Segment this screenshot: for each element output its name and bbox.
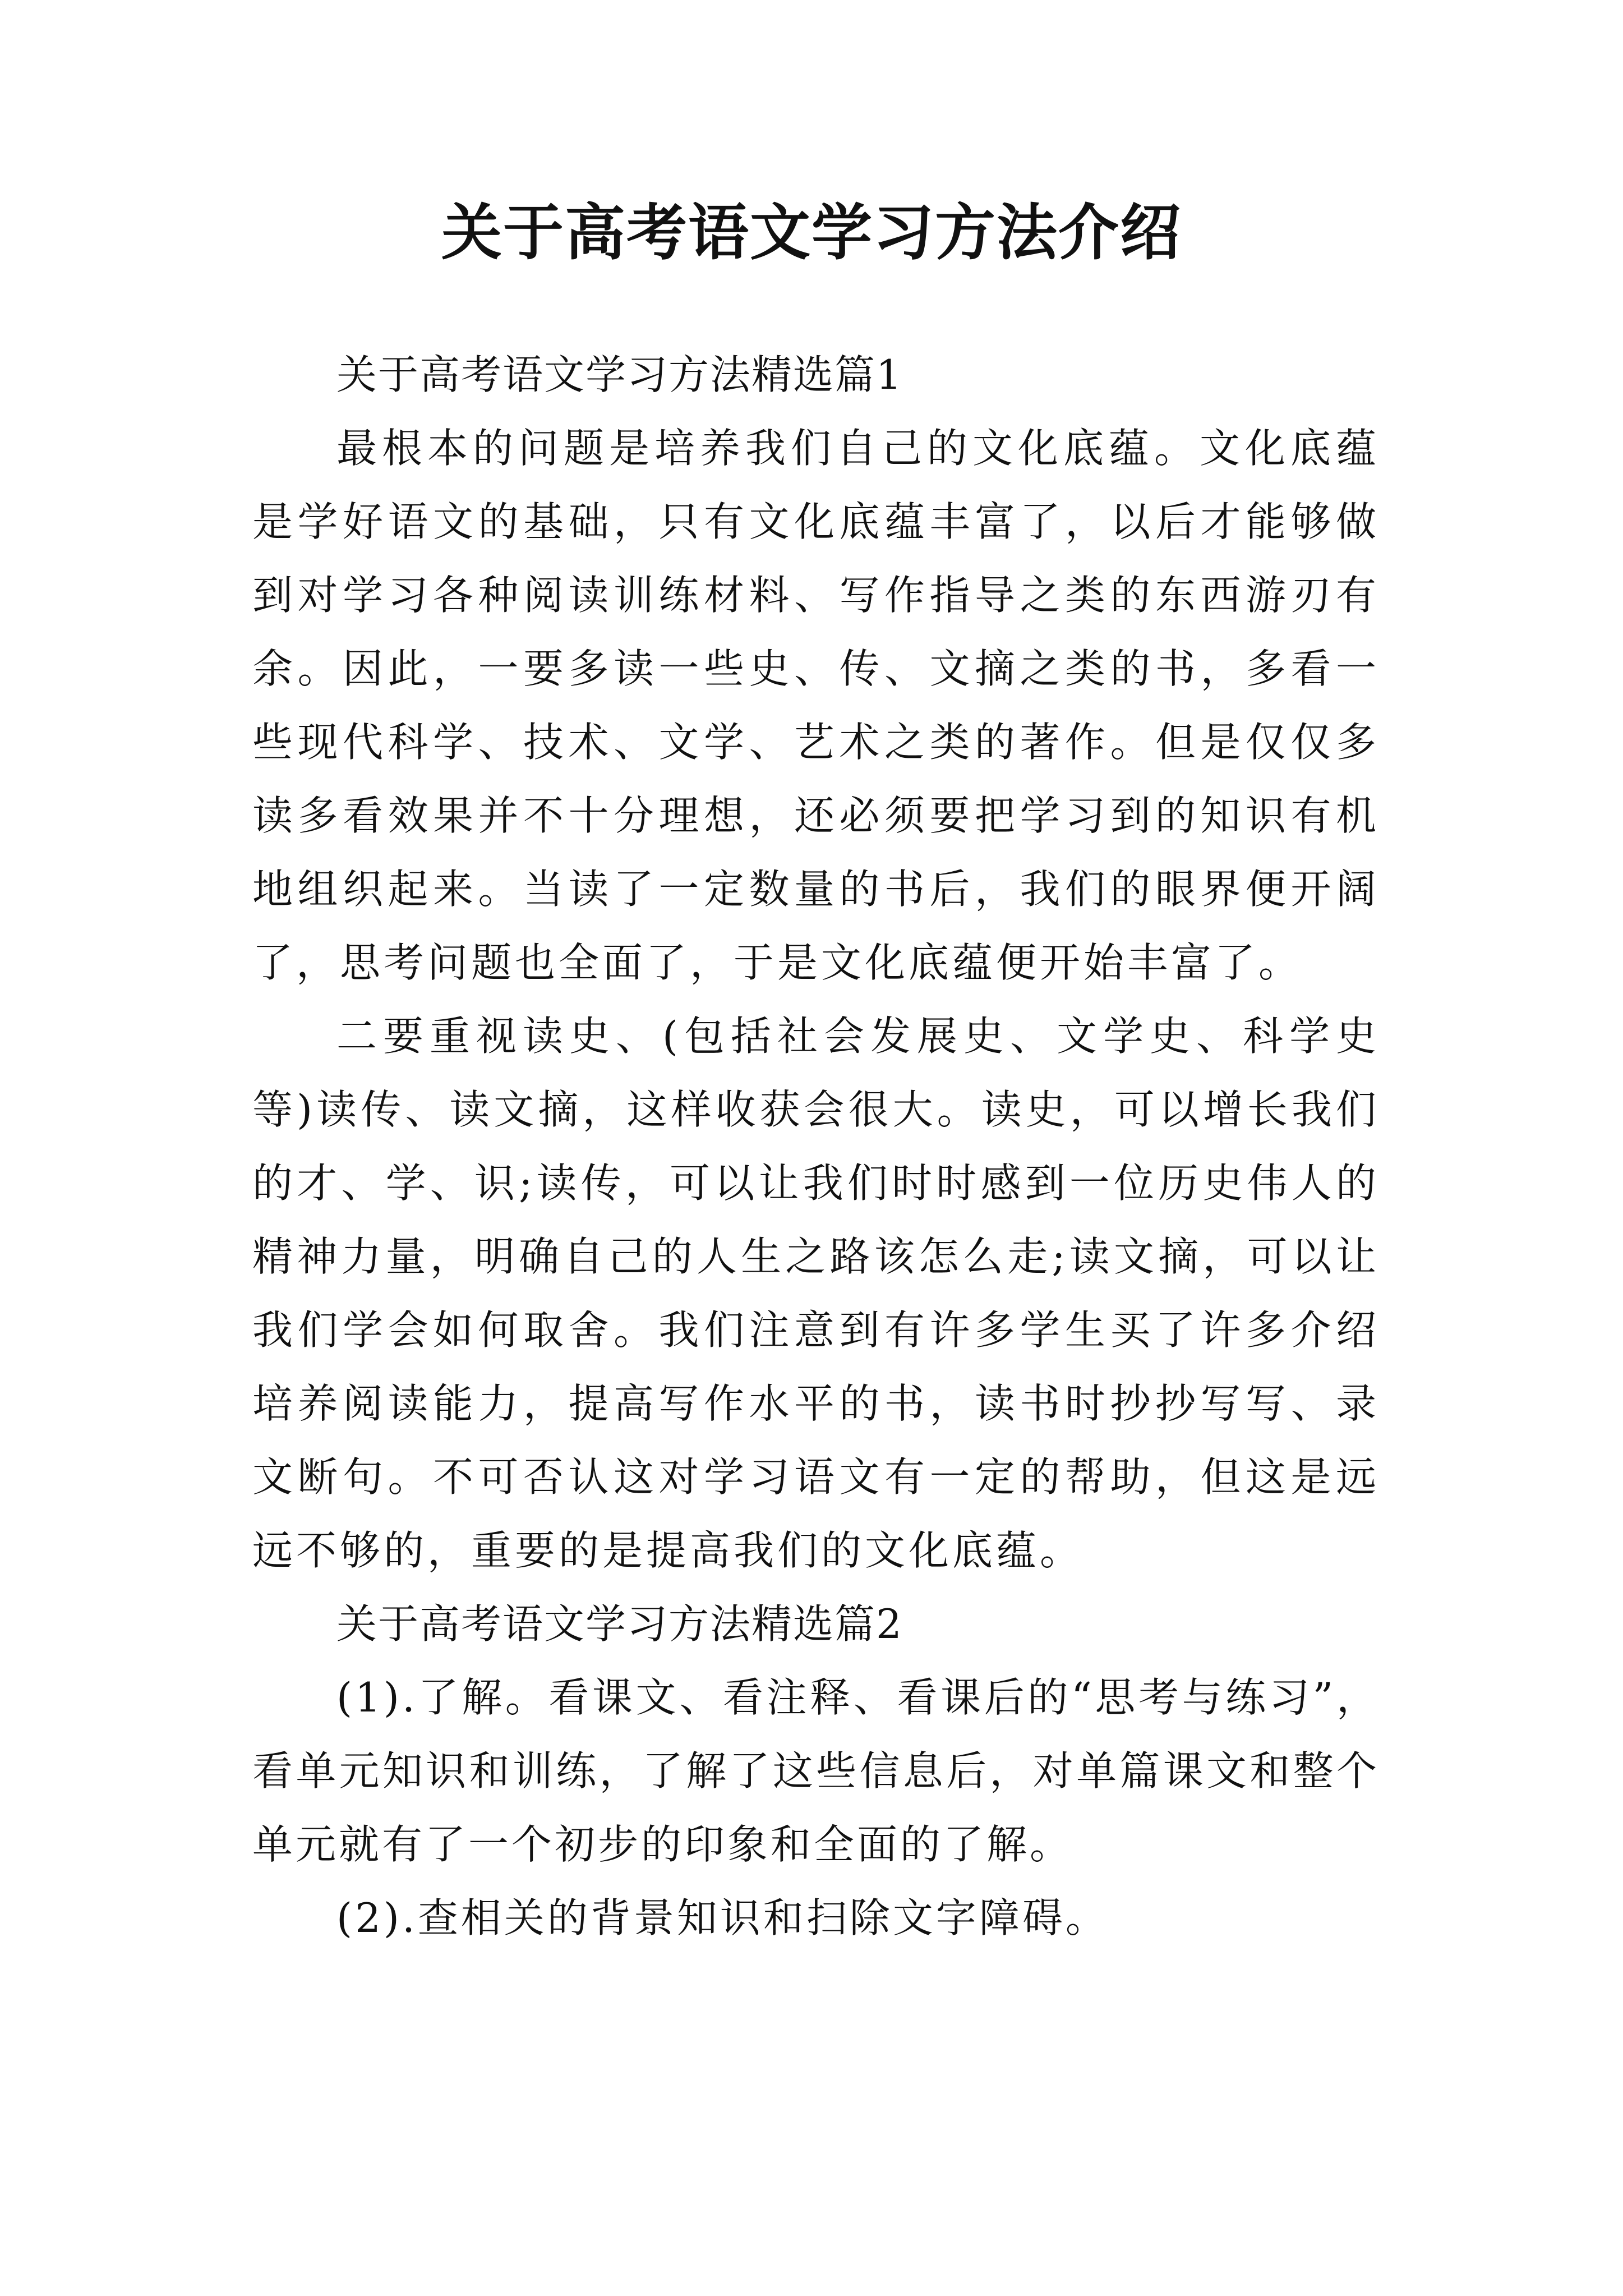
- section-heading-1: 关于高考语文学习方法精选篇1: [336, 351, 903, 398]
- body-paragraph-4: (2).查相关的背景知识和扫除文字障碍。: [336, 1894, 1109, 1941]
- body-paragraph-3: (1).了解。看课文、看注释、看课后的“思考与练习”，看单元知识和训练，了解了这些信息后，对单篇课文和整个单元就有了一个初步的印象和全面的了解。: [252, 1674, 1380, 1868]
- body-paragraph-2: 二要重视读史、(包括社会发展史、文学史、科学史等)读传、读文摘，这样收获会很大。读史，可以增长我们的才、学、识;读传，可以让我们时时感到一位历史伟人的精神力量，明确自己的人生之路该怎么走;读文摘，可以让我们学会如何取舍。我们注意到有许多学生买了许多介绍培养阅读能力，提高写作水平的书，读书时抄抄写写、录文断句。不可否认这对学习语文有一定的帮助，但这是远远不够的，重要的是提高我们的文化底蕴。: [252, 1013, 1380, 1574]
- document-title: 关于高考语文学习方法介绍: [441, 197, 1182, 268]
- document-body: [252, 338, 1380, 1955]
- body-paragraph-1: 最根本的问题是培养我们自己的文化底蕴。文化底蕴是学好语文的基础，只有文化底蕴丰富了，以后才能够做到对学习各种阅读训练材料、写作指导之类的东西游刃有余。因此，一要多读一些史、传、文摘之类的书，多看一些现代科学、技术、文学、艺术之类的著作。但是仅仅多读多看效果并不十分理想，还必须要把学习到的知识有机地组织起来。当读了一定数量的书后，我们的眼界便开阔了，思考问题也全面了，于是文化底蕴便开始丰富了。: [252, 425, 1380, 986]
- section-heading-2: 关于高考语文学习方法精选篇2: [336, 1600, 903, 1648]
